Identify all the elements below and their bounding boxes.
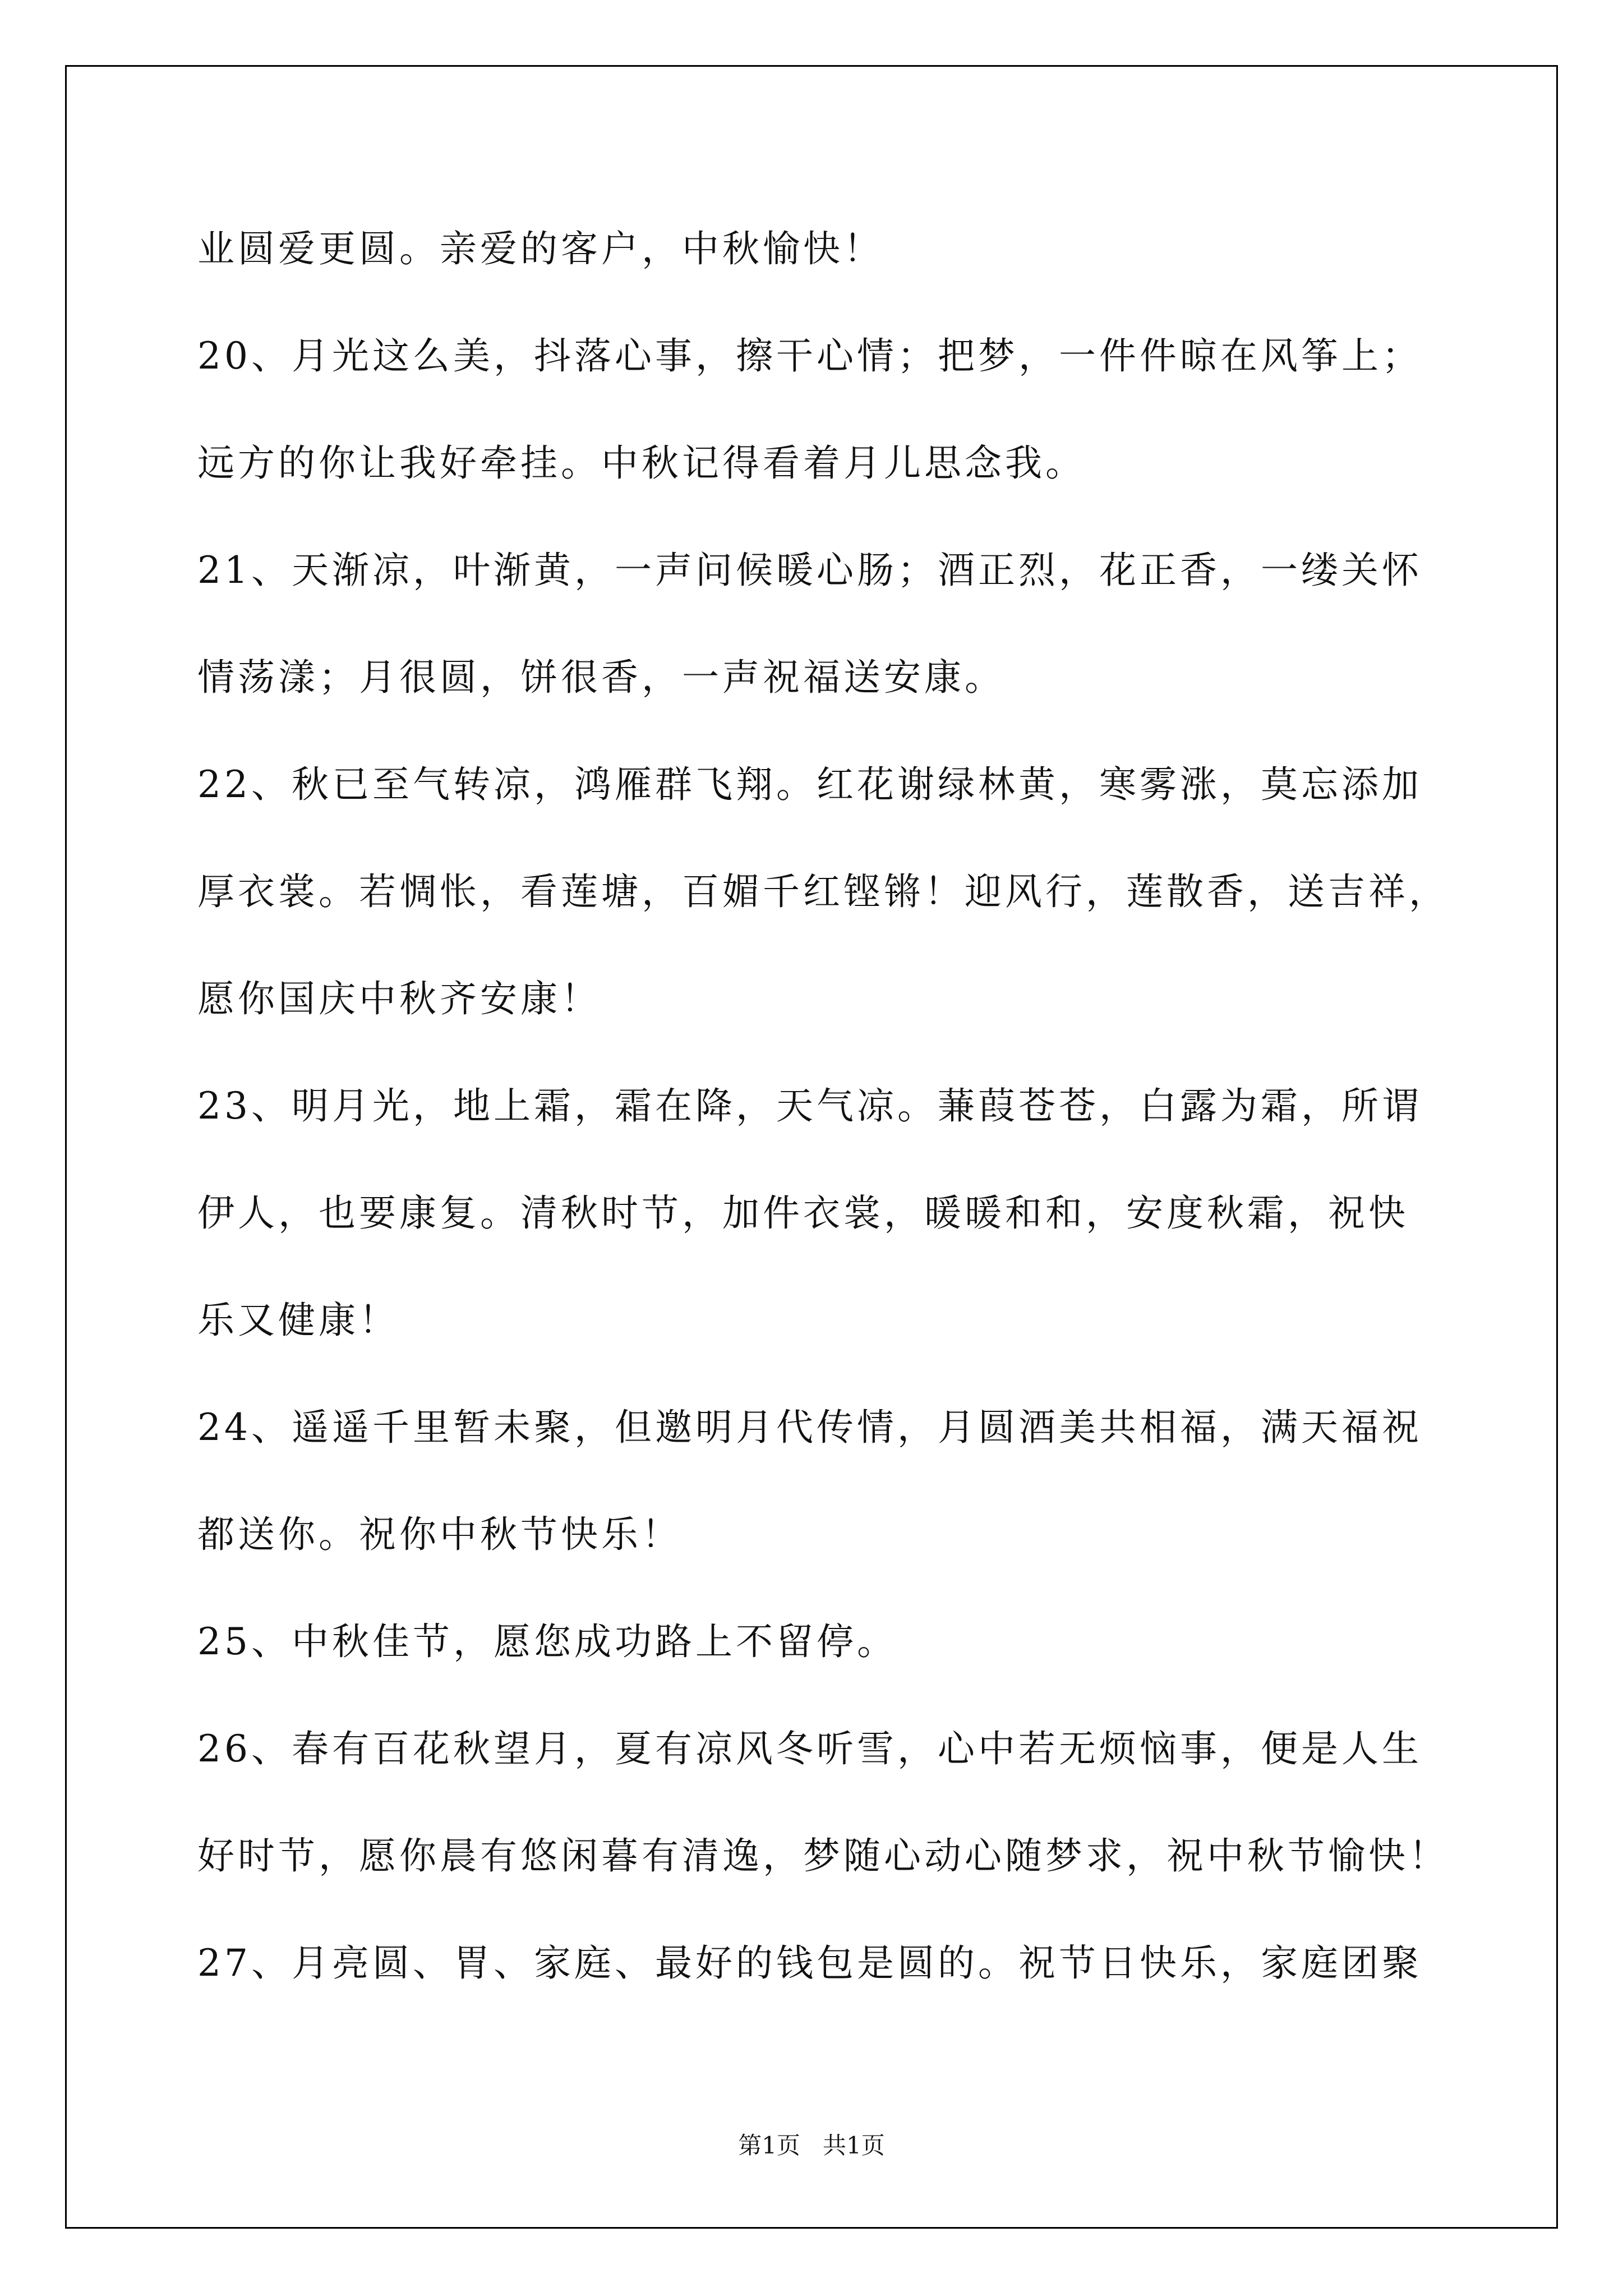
page-footer: 第1页 共1页	[738, 2132, 885, 2159]
text-line: 都送你。祝你中秋节快乐！	[197, 1513, 682, 1556]
text-line: 27、月亮圆、胃、家庭、最好的钱包是圆的。祝节日快乐，家庭团聚	[197, 1941, 1422, 1985]
text-line: 21、天渐凉，叶渐黄，一声问候暖心肠；酒正烈，花正香，一缕关怀	[197, 549, 1422, 592]
text-line: 业圆爱更圆。亲爱的客户，中秋愉快！	[197, 227, 884, 270]
text-line: 好时节，愿你晨有悠闲暮有清逸，梦随心动心随梦求，祝中秋节愉快！	[197, 1834, 1449, 1878]
text-line: 愿你国庆中秋齐安康！	[197, 977, 601, 1020]
text-line: 厚衣裳。若惆怅，看莲塘，百媚千红铿锵！迎风行，莲散香，送吉祥，	[197, 870, 1449, 913]
text-line: 远方的你让我好牵挂。中秋记得看着月儿思念我。	[197, 441, 1086, 485]
document-body	[197, 195, 1449, 2017]
text-line: 26、春有百花秋望月，夏有凉风冬听雪，心中若无烦恼事，便是人生	[197, 1727, 1422, 1770]
text-line: 25、中秋佳节，愿您成功路上不留停。	[197, 1620, 897, 1663]
text-line: 24、遥遥千里暂未聚，但邀明月代传情，月圆酒美共相福，满天福祝	[197, 1406, 1422, 1449]
text-line: 伊人，也要康复。清秋时节，加件衣裳，暖暖和和，安度秋霜，祝快	[197, 1191, 1409, 1235]
text-line: 22、秋已至气转凉，鸿雁群飞翔。红花谢绿林黄，寒雾涨，莫忘添加	[197, 763, 1422, 806]
text-line: 乐又健康！	[197, 1299, 399, 1342]
text-line: 情荡漾；月很圆，饼很香，一声祝福送安康。	[197, 656, 1005, 699]
text-line: 23、明月光，地上霜，霜在降，天气凉。蒹葭苍苍，白露为霜，所谓	[197, 1084, 1422, 1128]
text-line: 20、月光这么美，抖落心事，擦干心情；把梦，一件件晾在风筝上；	[197, 334, 1422, 378]
